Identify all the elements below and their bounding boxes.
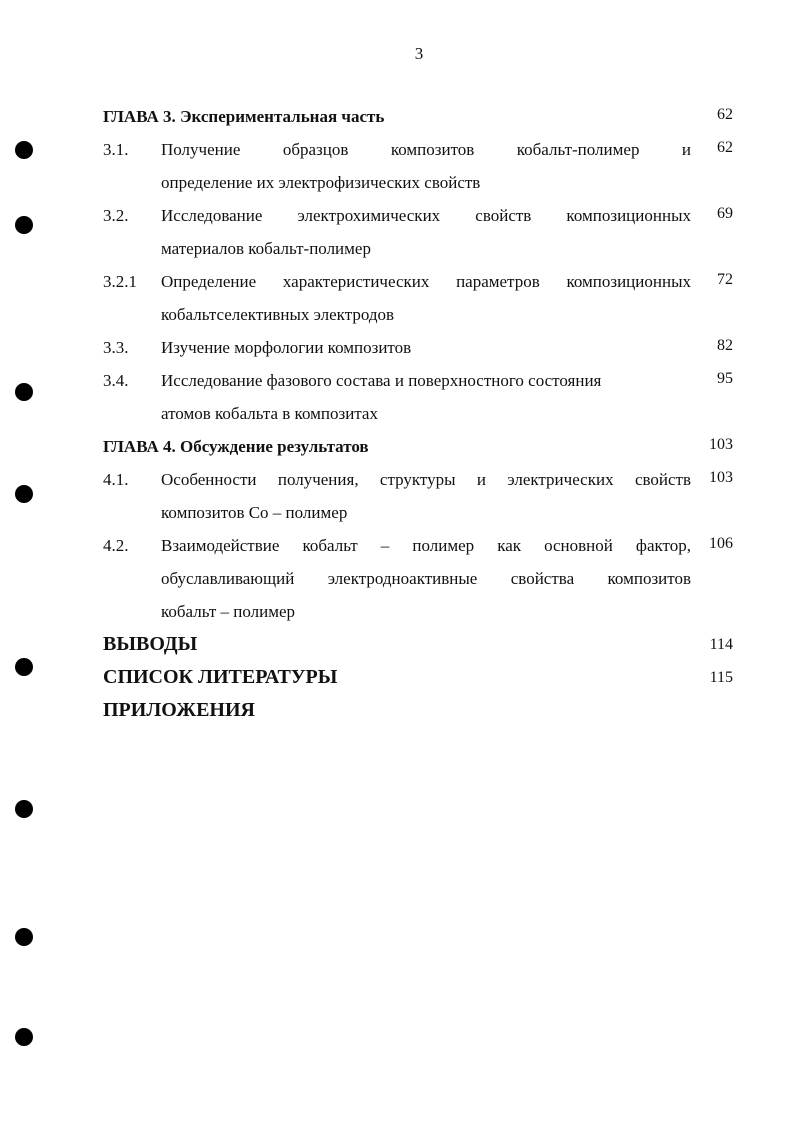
binder-hole-mark (15, 1028, 33, 1046)
toc-entry-page: 62 (717, 106, 733, 123)
toc-references (103, 661, 735, 694)
toc-section-4-2 (103, 529, 735, 628)
toc-entry-title (161, 529, 691, 628)
toc-section-3-2 (103, 199, 735, 265)
toc-section-number: 3.1. (103, 140, 129, 159)
page-number: 3 (414, 44, 424, 63)
toc-section-3-1 (103, 133, 735, 199)
toc-entry-page: 114 (709, 636, 733, 653)
toc-chapter-4 (103, 430, 735, 463)
toc-entry-title (161, 265, 691, 331)
toc-entry-title: ВЫВОДЫ (103, 633, 198, 655)
binder-hole-mark (15, 800, 33, 818)
toc-section-number: 3.2.1 (103, 272, 137, 291)
toc-section-3-3 (103, 331, 735, 364)
toc-entry-page: 103 (709, 469, 733, 486)
toc-entry-line: Исследование фазового состава и поверхностного состояния (161, 371, 602, 390)
toc-appendices (103, 694, 735, 727)
toc-entry-page: 106 (709, 535, 733, 552)
toc-entry-page: 103 (709, 436, 733, 453)
toc-entry-line: кобальтселективных электродов (161, 305, 395, 324)
binder-hole-mark (15, 658, 33, 676)
toc-conclusions (103, 628, 735, 661)
toc-entry-title (161, 364, 691, 430)
toc-entry-title (161, 133, 691, 199)
toc-section-number: 3.2. (103, 206, 129, 225)
toc-entry-line: Особенности получения, структуры и электрических свойств (161, 470, 691, 489)
binder-hole-mark (15, 383, 33, 401)
toc-entry-title (161, 463, 691, 529)
toc-section-number: 3.4. (103, 371, 129, 390)
toc-entry-page: 72 (717, 271, 733, 288)
toc-entry-line: определение их электрофизических свойств (161, 173, 481, 192)
toc-entry-line: материалов кобальт-полимер (161, 239, 371, 258)
toc-entry-title: ПРИЛОЖЕНИЯ (103, 699, 255, 721)
toc-chapter-3 (103, 100, 735, 133)
toc-entry-title: ГЛАВА 3. Экспериментальная часть (103, 107, 385, 126)
toc-entry-title: СПИСОК ЛИТЕРАТУРЫ (103, 666, 338, 688)
toc-entry-page: 69 (717, 205, 733, 222)
toc-entry-line: Определение характеристических параметров композиционных (161, 272, 691, 291)
toc-entry-title: ГЛАВА 4. Обсуждение результатов (103, 437, 369, 456)
toc-entry-line: Исследование электрохимических свойств композиционных (161, 206, 691, 225)
toc-entry-line: Получение образцов композитов кобальт-полимер и (161, 140, 691, 159)
binder-hole-mark (15, 485, 33, 503)
toc-section-number: 4.2. (103, 536, 129, 555)
binder-hole-mark (15, 216, 33, 234)
toc-entry-page: 62 (717, 139, 733, 156)
toc-section-number: 4.1. (103, 470, 129, 489)
toc-entry-line: атомов кобальта в композитах (161, 404, 378, 423)
table-of-contents (103, 100, 735, 727)
toc-entry-line: кобальт – полимер (161, 602, 296, 621)
toc-section-number: 3.3. (103, 338, 129, 357)
toc-entry-line: Изучение морфологии композитов (161, 338, 412, 357)
toc-entry-title (161, 331, 691, 364)
toc-entry-title (161, 199, 691, 265)
toc-entry-line: Взаимодействие кобальт – полимер как основной фактор, (161, 536, 691, 555)
toc-entry-page: 115 (709, 669, 733, 686)
binder-hole-mark (15, 141, 33, 159)
toc-entry-page: 95 (717, 370, 733, 387)
toc-entry-page: 82 (717, 337, 733, 354)
toc-section-3-4 (103, 364, 735, 430)
toc-entry-line: обуславливающий электродноактивные свойства композитов (161, 569, 691, 588)
binder-hole-mark (15, 928, 33, 946)
toc-section-4-1 (103, 463, 735, 529)
toc-section-3-2-1 (103, 265, 735, 331)
toc-entry-line: композитов Co – полимер (161, 503, 348, 522)
